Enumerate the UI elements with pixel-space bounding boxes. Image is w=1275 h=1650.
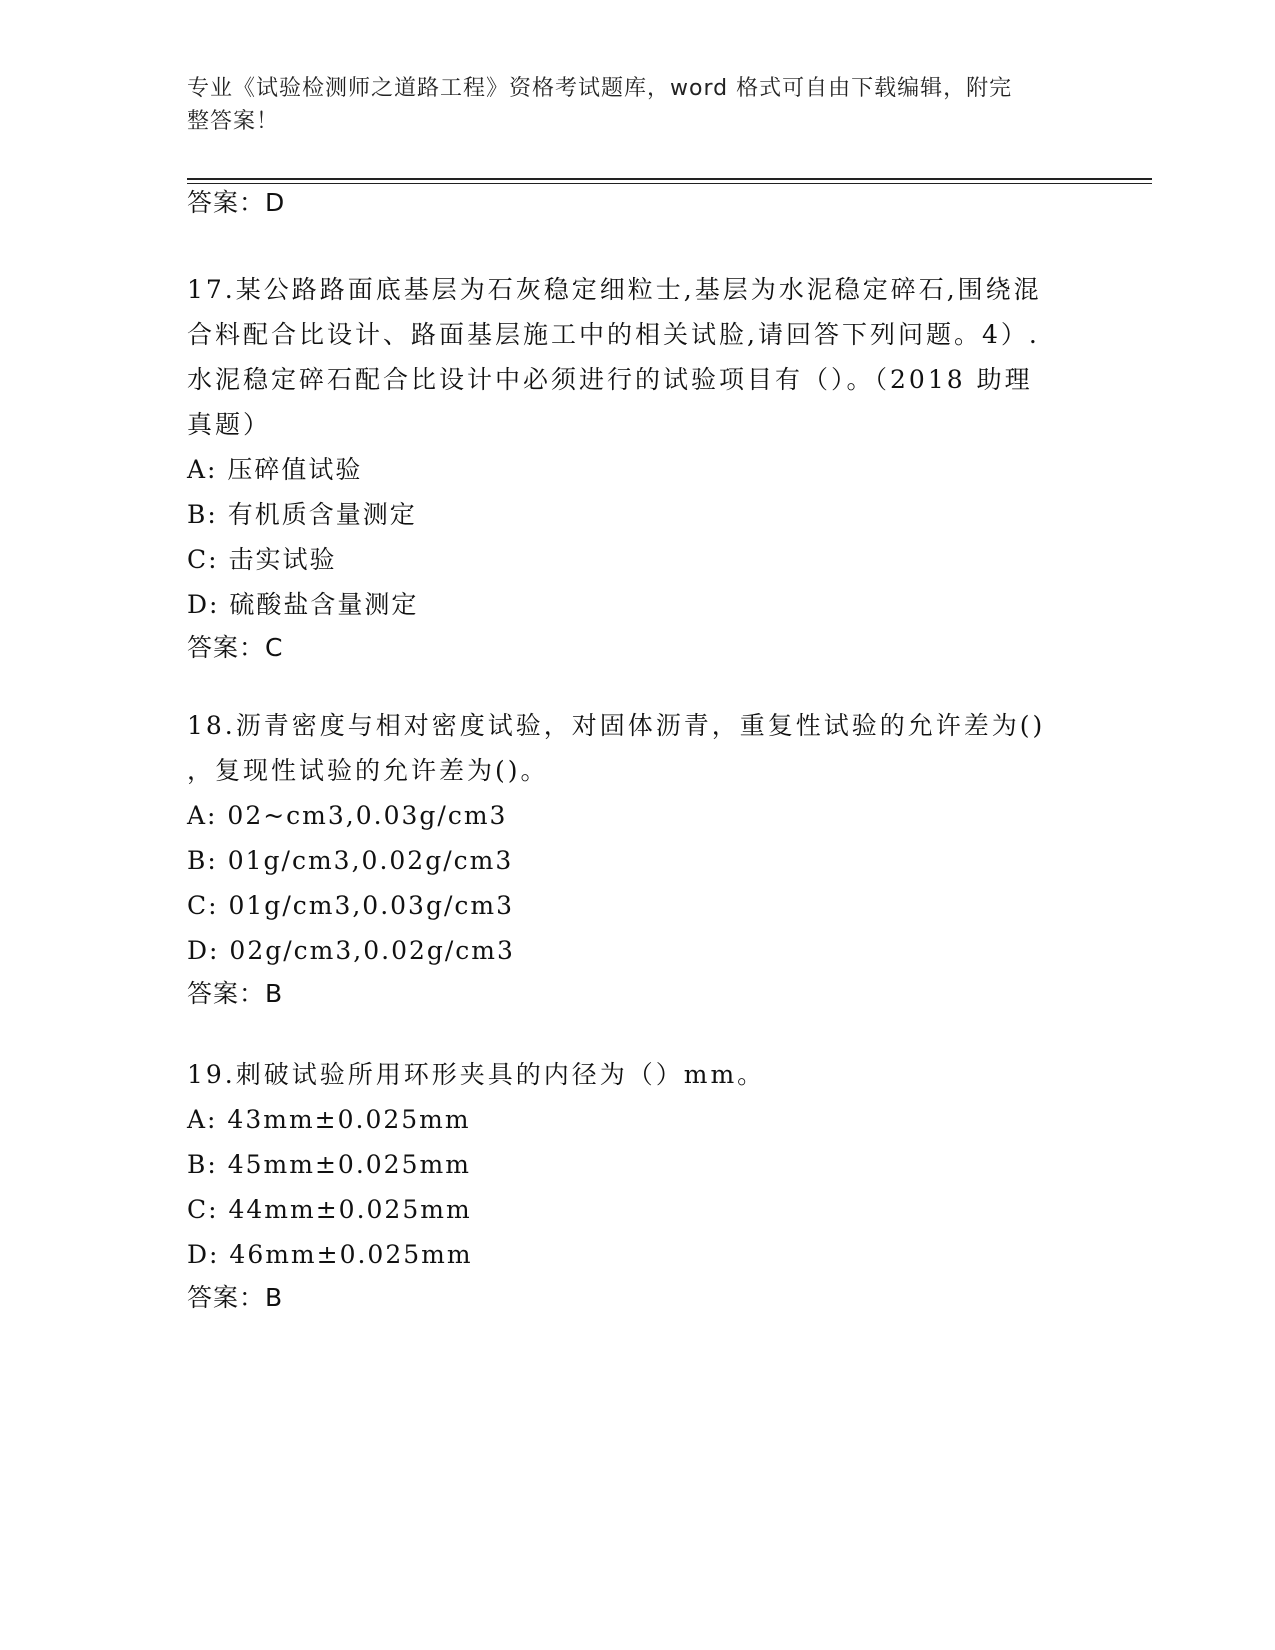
question-stem bbox=[187, 267, 1087, 447]
option-d: D: 46mm±0.025mm bbox=[187, 1240, 473, 1269]
question-stem bbox=[187, 703, 1087, 793]
answer-18: 答案：B bbox=[187, 979, 284, 1008]
question-stem bbox=[187, 1052, 1087, 1097]
answer-17: 答案：C bbox=[187, 633, 284, 662]
option-c: C: 01g/cm3,0.03g/cm3 bbox=[187, 891, 514, 920]
option-d: D: 硫酸盐含量测定 bbox=[187, 590, 419, 619]
option-a: A: 43mm±0.025mm bbox=[187, 1105, 471, 1134]
question-17 bbox=[187, 267, 1087, 665]
question-19 bbox=[187, 1052, 1087, 1315]
previous-answer: 答案：D bbox=[187, 188, 286, 217]
option-a: A: 压碎值试验 bbox=[187, 455, 363, 484]
option-b: B: 01g/cm3,0.02g/cm3 bbox=[187, 846, 514, 875]
option-a: A: 02~cm3,0.03g/cm3 bbox=[187, 801, 508, 830]
stem-line: 合料配合比设计、路面基层施工中的相关试脸,请回答下列问题。4）. bbox=[187, 320, 1040, 349]
option-b: B: 45mm±0.025mm bbox=[187, 1150, 471, 1179]
question-18 bbox=[187, 703, 1087, 1011]
header-line-1: 专业《试验检测师之道路工程》资格考试题库，word 格式可自由下载编辑，附完 bbox=[187, 76, 1013, 101]
stem-line: 17.某公路路面底基层为石灰稳定细粒士,基层为水泥稳定碎石,围绕混 bbox=[187, 275, 1042, 304]
header-divider-thick bbox=[187, 178, 1152, 180]
option-c: C: 击实试验 bbox=[187, 545, 337, 574]
stem-line: 18.沥青密度与相对密度试验，对固体沥青，重复性试验的允许差为() bbox=[187, 711, 1046, 740]
stem-line: 19.刺破试验所用环形夹具的内径为（）mm。 bbox=[187, 1060, 766, 1089]
header-divider-thin bbox=[187, 183, 1152, 184]
stem-line: 水泥稳定碎石配合比设计中必须进行的试验项目有（）。（2018 助理 bbox=[187, 365, 1033, 394]
answer-19: 答案：B bbox=[187, 1283, 284, 1312]
stem-line: ，复现性试验的允许差为()。 bbox=[187, 756, 549, 785]
header-line-2: 整答案！ bbox=[187, 109, 280, 134]
stem-line: 真题） bbox=[187, 410, 272, 439]
document-header bbox=[187, 72, 1067, 138]
option-c: C: 44mm±0.025mm bbox=[187, 1195, 472, 1224]
option-b: B: 有机质含量测定 bbox=[187, 500, 417, 529]
option-d: D: 02g/cm3,0.02g/cm3 bbox=[187, 936, 515, 965]
